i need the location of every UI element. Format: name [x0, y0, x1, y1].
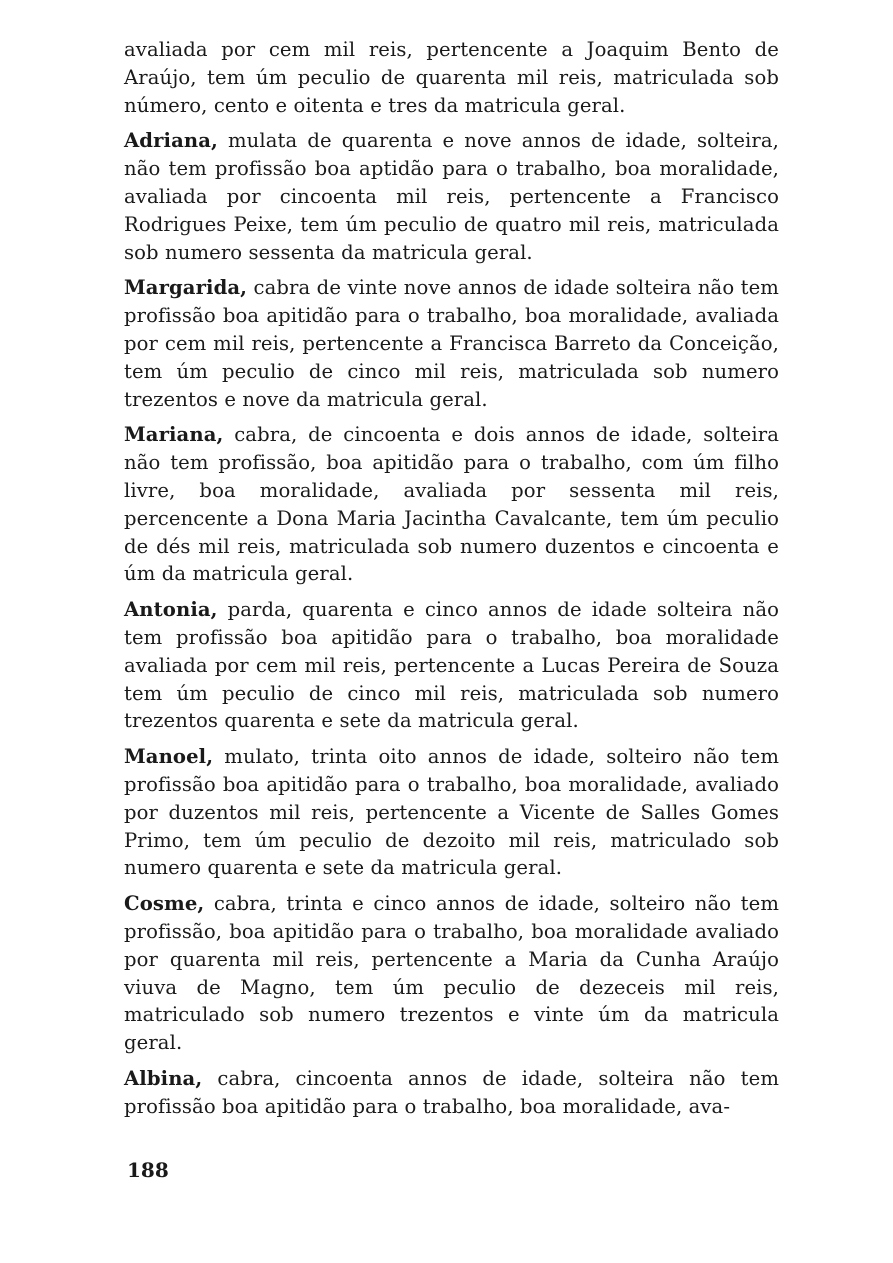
page-body [124, 36, 779, 1128]
entry-albina [124, 1065, 779, 1121]
entry-text: parda, quarenta e cinco annos de idade solteira não tem profissão boa apitidão para o trabalho, boa moralidade avaliada por cem mil reis, pertencente a Lucas Pereira de Souza tem úm peculio de cinco mil reis, matriculada sob numero trezentos quarenta e sete da matricula geral. [124, 598, 779, 733]
entry-mariana [124, 421, 779, 588]
entry-antonia [124, 596, 779, 735]
entry-name: Margarida, [124, 276, 248, 300]
entry-text: cabra, trinta e cinco annos de idade, solteiro não tem profissão, boa apitidão para o trabalho, boa moralidade avaliado por quarenta mil reis, pertencente a Maria da Cunha Araújo viuva de Magno, tem úm peculio de dezeceis mil reis, matriculado sob numero trezentos e vinte úm da matricula geral. [124, 892, 779, 1055]
entry-text: cabra de vinte nove annos de idade solteira não tem profissão boa apitidão para o trabalho, boa moralidade, avaliada por cem mil reis, pertencente a Francisca Barreto da Conceição, tem úm peculio de cinco mil reis, matriculada sob numero trezentos e nove da matricula geral. [124, 276, 779, 411]
entry-name: Cosme, [124, 892, 205, 916]
paragraph-continuation [124, 36, 779, 119]
entry-name: Albina, [124, 1066, 203, 1090]
entry-adriana [124, 127, 779, 266]
page-number: 188 [127, 1158, 169, 1182]
entry-margarida [124, 274, 779, 413]
entry-name: Antonia, [124, 598, 218, 622]
entry-cosme [124, 890, 779, 1057]
entry-name: Mariana, [124, 423, 224, 447]
entry-text: cabra, cincoenta annos de idade, solteira não tem profissão boa apitidão para o trabalho, boa moralidade, ava- [124, 1066, 779, 1118]
entry-name: Adriana, [124, 129, 218, 153]
entry-name: Manoel, [124, 745, 214, 769]
entry-text: cabra, de cincoenta e dois annos de idade, solteira não tem profissão, boa apitidão para o trabalho, com úm filho livre, boa moralidade, avaliada por sessenta mil reis, percencente a Dona Maria Jacintha Cavalcante, tem úm peculio de dés mil reis, matriculada sob numero duzentos e cincoenta e úm da matricula geral. [124, 423, 779, 586]
entry-text: mulata de quarenta e nove annos de idade, solteira, não tem profissão boa aptidão para o trabalho, boa moralidade, avaliada por cincoenta mil reis, pertencente a Francisco Rodrigues Peixe, tem úm peculio de quatro mil reis, matriculada sob numero sessenta da matricula geral. [124, 129, 779, 264]
paragraph-text: avaliada por cem mil reis, pertencente a Joaquim Bento de Araújo, tem úm peculio de quarenta mil reis, matriculada sob número, cento e oitenta e tres da matricula geral. [124, 38, 779, 117]
entry-manoel [124, 743, 779, 882]
entry-text: mulato, trinta oito annos de idade, solteiro não tem profissão boa apitidão para o trabalho, boa moralidade, avaliado por duzentos mil reis, pertencente a Vicente de Salles Gomes Primo, tem úm peculio de dezoito mil reis, matriculado sob numero quarenta e sete da matricula geral. [124, 745, 779, 880]
